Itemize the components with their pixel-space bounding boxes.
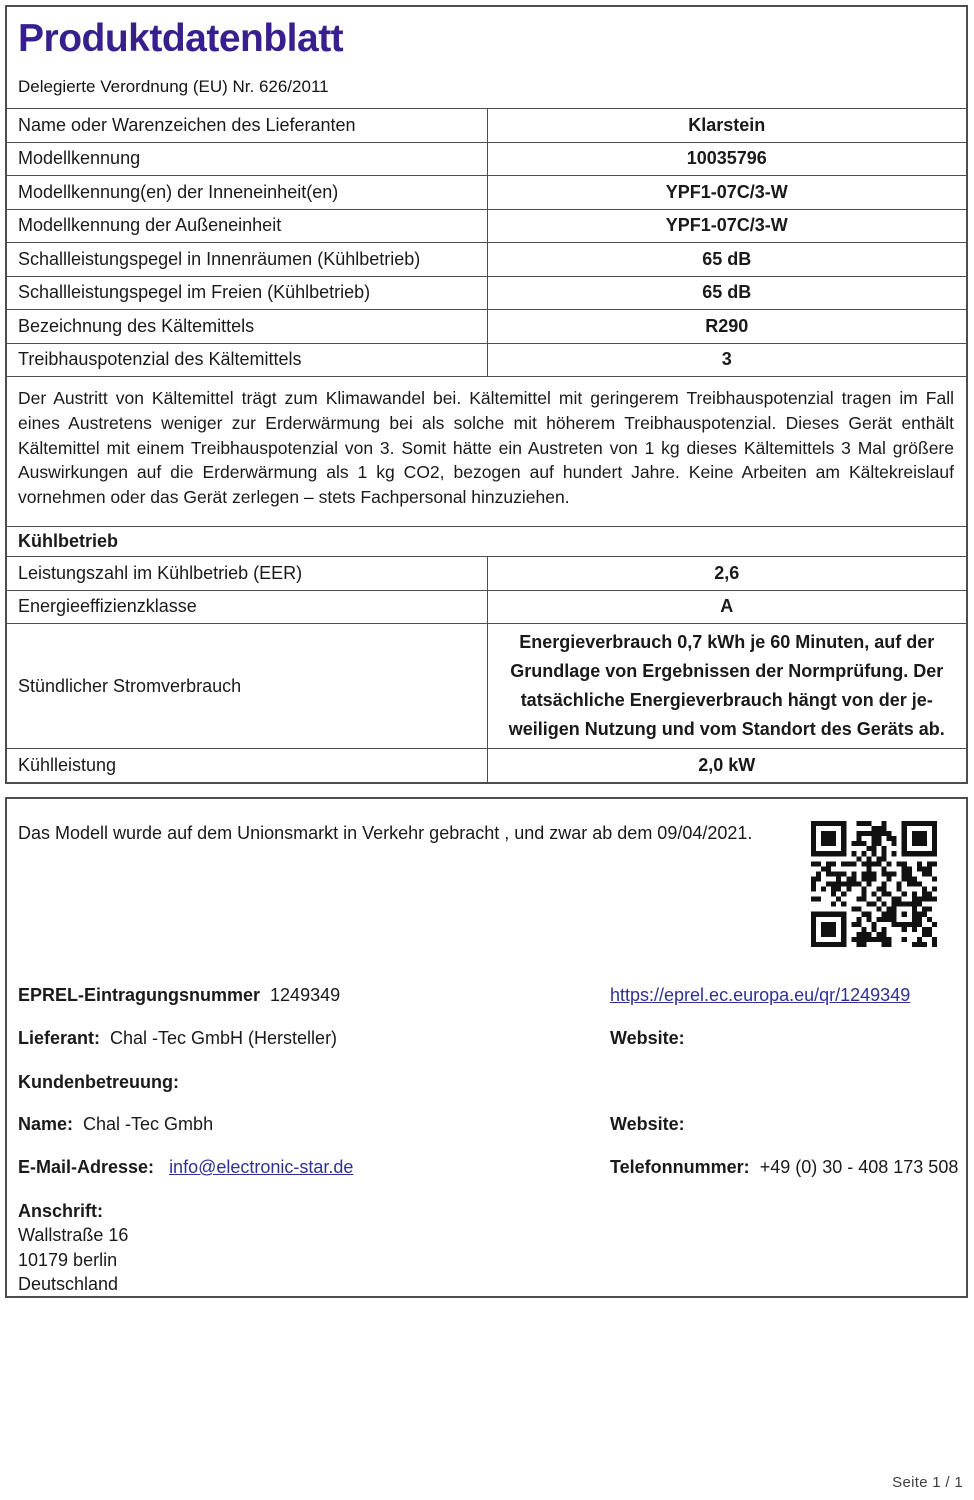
eprel-row: [18, 985, 958, 1006]
row-value: 3: [487, 344, 967, 377]
row-value: 2,6: [487, 557, 967, 590]
lieferant-value: Chal -Tec GmbH (Hersteller): [110, 1028, 338, 1048]
row-label: Schallleistungspegel in Innenräumen (Kühlbetrieb): [18, 248, 421, 269]
kundenbetreuung-row: [18, 1072, 179, 1093]
kundenbetreuung-label: Kundenbetreuung:: [18, 1072, 179, 1092]
address-line: Deutschland: [18, 1274, 119, 1295]
row-value: R290: [487, 310, 967, 343]
name-value: Chal -Tec Gmbh: [83, 1114, 214, 1134]
address-line: 10179 berlin: [18, 1249, 118, 1270]
address-line: Wallstraße 16: [18, 1225, 129, 1246]
row-label: Modellkennung: [18, 148, 141, 169]
value-line: Grundlage von Ergebnissen der Normprüfung. Der: [510, 661, 944, 681]
row-value: A: [487, 591, 967, 624]
market-statement: Das Modell wurde auf dem Unionsmarkt in Verkehr gebracht , und zwar ab dem 09/04/2021.: [18, 823, 753, 843]
row-label: Modellkennung der Außeneinheit: [18, 215, 282, 236]
qr-code-icon: [811, 821, 937, 947]
eprel-label: EPREL-Eintragungsnummer: [18, 985, 261, 1005]
row-label: Treibhauspotenzial des Kältemittels: [18, 349, 302, 370]
row-value: 65 dB: [487, 277, 967, 310]
row-label: Modellkennung(en) der Inneneinheit(en): [18, 181, 339, 202]
table-header: [7, 7, 966, 108]
table-row: [7, 556, 966, 590]
value-line: Energieverbrauch 0,7 kWh je 60 Minuten, auf der: [519, 632, 935, 652]
supplier-info-box: [5, 797, 968, 1298]
phone-label: Telefonnummer:: [610, 1157, 750, 1177]
refrigerant-note-row: [7, 376, 966, 526]
email-label: E-Mail-Adresse:: [18, 1157, 155, 1177]
table-row: [7, 623, 966, 748]
name-row: [18, 1114, 958, 1135]
row-value: [487, 624, 967, 748]
qr-code: [811, 821, 937, 947]
row-value: 2,0 kW: [487, 749, 967, 782]
address-block: [18, 1199, 128, 1297]
row-value: Klarstein: [487, 109, 967, 142]
cooling-section-header-row: [7, 526, 966, 556]
lieferant-label: Lieferant:: [18, 1028, 101, 1048]
row-label: Kühlleistung: [18, 754, 117, 775]
lieferant-row: [18, 1028, 958, 1049]
value-line: tatsächliche Energieverbrauch hängt von der je-: [520, 690, 933, 710]
row-label: Name oder Warenzeichen des Lieferanten: [18, 114, 356, 135]
table-row: [7, 209, 966, 243]
table-row: [7, 309, 966, 343]
row-label: Bezeichnung des Kältemittels: [18, 315, 255, 336]
page-title: Produktdatenblatt: [18, 17, 344, 60]
row-value: YPF1-07C/3-W: [487, 210, 967, 243]
eprel-number: 1249349: [270, 985, 341, 1005]
table-row: [7, 748, 966, 782]
table-row: [7, 590, 966, 624]
email-row: [18, 1157, 958, 1178]
row-value: YPF1-07C/3-W: [487, 176, 967, 209]
page-number: Seite 1 / 1: [892, 1474, 963, 1491]
table-row: [7, 276, 966, 310]
email-link[interactable]: info@electronic-star.de: [169, 1157, 354, 1177]
row-label: Energieeffizienzklasse: [18, 596, 197, 617]
cooling-section-title: Kühlbetrieb: [18, 531, 119, 551]
row-value: 10035796: [487, 143, 967, 176]
refrigerant-note: Der Austritt von Kältemittel trägt zum Klimawandel bei. Kältemittel mit geringerem Treibhauspotenzial tragen im Fall eines Austretens weniger zur Erderwärmung bei als solche mit höherem Treibhauspotenzial. Dieses Gerät enthält Kältemittel mit einem Treibhauspotenzial von 3. Somit hätte ein Austreten von 1 kg dieses Kältemittels 3 Mal größere Auswirkungen auf die Erderwärmung als 1 kg CO2, bezogen auf hundert Jahre. Keine Arbeiten am Kältekreislauf vornehmen oder das Gerät zerlegen – stets Fachpersonal hinzuziehen.: [18, 388, 954, 508]
anschrift-label: Anschrift:: [18, 1201, 103, 1221]
row-label: Leistungszahl im Kühlbetrieb (EER): [18, 562, 303, 583]
table-row: [7, 142, 966, 176]
table-row: [7, 108, 966, 142]
table-row: [7, 242, 966, 276]
value-line: weiligen Nutzung und vom Standort des Geräts ab.: [508, 719, 945, 739]
website-label: Website:: [610, 1114, 685, 1134]
phone-value: +49 (0) 30 - 408 173 508: [759, 1157, 959, 1177]
table-row: [7, 175, 966, 209]
spec-table: [5, 5, 968, 784]
name-label: Name:: [18, 1114, 74, 1134]
eprel-link[interactable]: https://eprel.ec.europa.eu/qr/1249349: [610, 985, 911, 1005]
regulation-subtitle: Delegierte Verordnung (EU) Nr. 626/2011: [18, 77, 329, 96]
row-label: Schallleistungspegel im Freien (Kühlbetrieb): [18, 282, 371, 303]
table-row: [7, 343, 966, 377]
website-label: Website:: [610, 1028, 685, 1048]
row-label: Stündlicher Stromverbrauch: [18, 675, 242, 696]
row-value: 65 dB: [487, 243, 967, 276]
